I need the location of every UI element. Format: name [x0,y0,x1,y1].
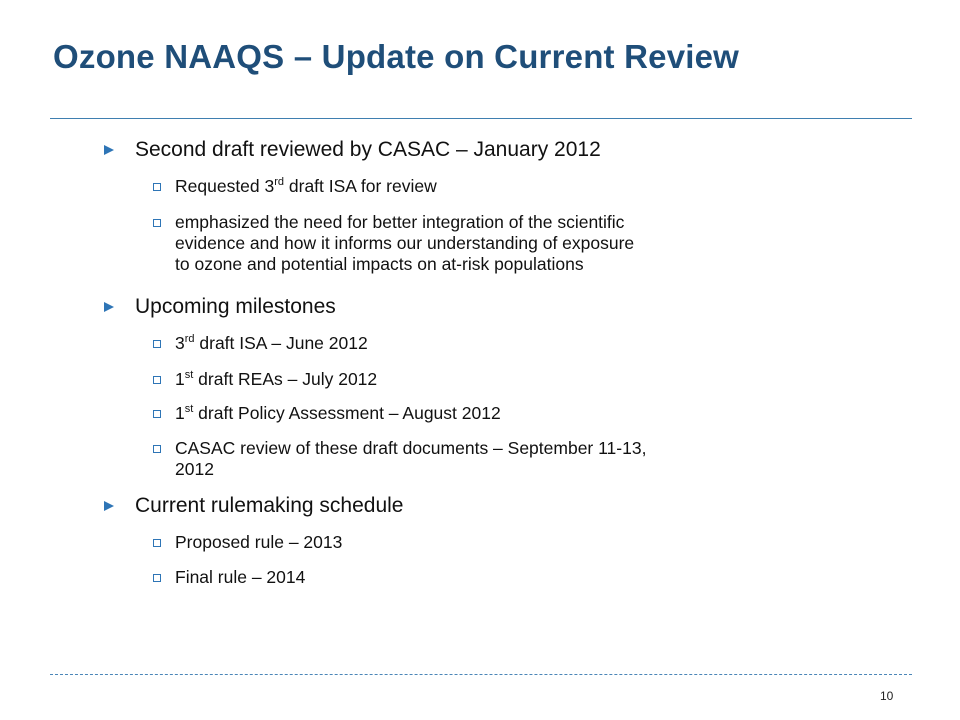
square-bullet-icon [153,445,161,453]
square-bullet-icon [153,376,161,384]
square-bullet-icon [153,539,161,547]
bullet-text: Upcoming milestones [135,295,336,318]
square-bullet-icon [153,219,161,227]
slide-title: Ozone NAAQS – Update on Current Review [53,38,740,75]
footer-divider [50,674,912,675]
triangle-bullet-icon [104,145,114,155]
sub-bullet-text: Requested 3rd draft ISA for review [175,176,437,196]
bullet-text: Current rulemaking schedule [135,494,404,517]
sub-bullet-text: 3rd draft ISA – June 2012 [175,333,368,353]
sub-bullet-text: emphasized the need for better integration of the scientific evidence and how it informs our understanding of exposure to ozone and potential impacts on at-risk populations [175,212,635,274]
bullet-text: Second draft reviewed by CASAC – January 2012 [135,138,601,161]
sub-bullet-text: 1st draft REAs – July 2012 [175,369,378,389]
sub-bullet-text: 1st draft Policy Assessment – August 2012 [175,403,501,423]
sub-bullet-text: Final rule – 2014 [175,567,306,587]
sub-bullet-text: Proposed rule – 2013 [175,532,343,552]
square-bullet-icon [153,410,161,418]
triangle-bullet-icon [104,501,114,511]
sub-bullet-text: CASAC review of these draft documents – September 11-13, 2012 [175,438,647,479]
page-number: 10 [880,689,894,703]
square-bullet-icon [153,340,161,348]
square-bullet-icon [153,183,161,191]
square-bullet-icon [153,574,161,582]
triangle-bullet-icon [104,302,114,312]
